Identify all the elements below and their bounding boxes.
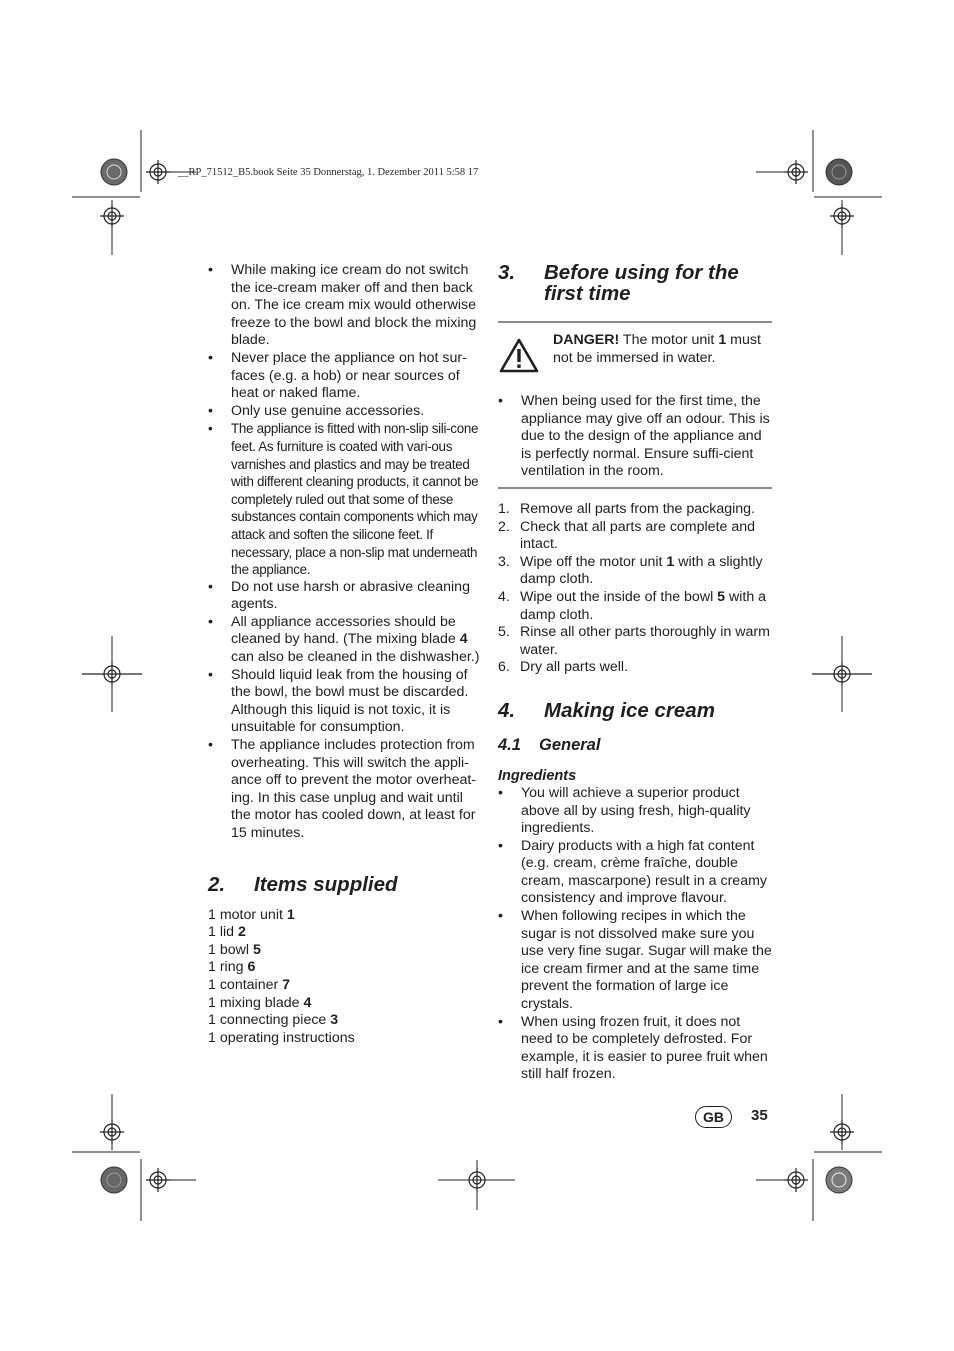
list-item [498,589,772,624]
step-ref: 1 [666,553,675,570]
safety-bullet-list [208,262,484,843]
list-item [208,1012,484,1030]
print-job-header: __RP_71512_B5.book Seite 35 Donnerstag, 1. Dezember 2011 5:58 17 [178,167,479,178]
section-heading-making-ice-cream [498,700,772,721]
list-item [498,554,772,589]
list-item: • The appliance is fitted with non-slip sili-cone feet. As furniture is coated with vari-ous varnishes and plastics and may be treated with different cleaning products, it cannot be completely ruled out that some of these substances contain components which may attack and soften the silicone feet. If necessary, place a non-slip mat underneath the appliance. [208,420,484,578]
step-text: with a damp cloth. [520,588,767,623]
item-text: 1 bowl [208,941,253,958]
list-item: • You will achieve a superior product above all by using fresh, high-quality ingredients. [498,785,772,838]
item-ref: 1 [286,906,295,923]
item-ref: 7 [282,976,291,993]
section-title: Items supplied [254,872,398,896]
danger-notice-box [498,321,772,489]
item-text: 1 operating instructions [208,1029,355,1046]
step-number: 3. [498,553,510,570]
language-badge: GB [695,1106,732,1128]
list-item [208,924,484,942]
ingredients-bullet-list [498,785,772,1084]
section-title [544,262,739,304]
right-column [498,262,772,1084]
warning-triangle-icon [499,338,539,374]
section-title-line: first time [544,282,631,305]
item-text: 1 mixing blade [208,994,304,1011]
list-item: • Should liquid leak from the housing of the bowl, the bowl must be discarded. Although this liquid is not toxic, it is unsuitable for consumption. [208,667,484,737]
list-item [208,614,484,667]
list-item [208,942,484,960]
list-item: • Never place the appliance on hot sur-faces (e.g. a hob) or near sources of heat or naked flame. [208,350,484,403]
item-ref: 2 [237,924,246,941]
step-number: 1. [498,500,510,517]
list-item: • Dairy products with a high fat content (e.g. cream, crème fraîche, double cream, mascarpone) result in a creamy consistency and improve flavour. [498,838,772,908]
first-use-steps [498,501,772,677]
item-ref: 4 [303,994,312,1011]
item-ref: 5 [252,941,261,958]
list-item: • The appliance includes protection from overheating. This will switch the appli-ance off to prevent the motor overheat-ing. In this case unplug and wait until the motor has cooled down, at least for 15 minutes. [208,737,484,843]
list-item [498,659,772,677]
section-title-line: Before using for the [544,261,739,284]
step-text: Check that all parts are complete and intact. [520,518,756,553]
list-item: • Only use genuine accessories. [208,403,484,421]
list-item [208,977,484,995]
list-item: • When being used for the first time, the appliance may give off an odour. This is due to the design of the appliance and is perfectly normal. Ensure suffi-cient ventilation in the room. [498,393,772,481]
list-item: • While making ice cream do not switch the ice-cream maker off and then back on. The ice cream mix would otherwise freeze to the bowl and block the mixing blade. [208,262,484,350]
list-item [498,519,772,554]
list-item: • When following recipes in which the sugar is not dissolved make sure you use very fine sugar. Sugar will make the ice cream firmer and at the same time prevent the formation of large ice crystals. [498,908,772,1014]
danger-text-part: must not be immersed in water. [553,332,761,366]
step-number: 4. [498,588,510,605]
step-text: Remove all parts from the packaging. [520,500,755,517]
section-number: 2. [208,872,226,896]
ingredients-heading: Ingredients [498,767,577,784]
item-ref: 3 [330,1012,339,1029]
item-text: 1 lid [208,924,238,941]
step-ref: 5 [717,588,726,605]
item-text: 1 connecting piece [208,1012,331,1029]
danger-text-part: The motor unit [619,332,719,348]
items-supplied-list [208,907,484,1048]
step-text: Wipe off the motor unit [520,553,667,570]
section-title: Making ice cream [544,698,715,722]
subsection-number: 4.1 [498,735,521,754]
list-item [208,907,484,925]
left-column [208,262,484,1047]
danger-label: DANGER! [553,332,620,348]
danger-notice [498,332,772,374]
list-item [498,501,772,519]
first-use-note-list [498,393,772,481]
item-text: 1 motor unit [208,906,287,923]
section-heading-before-first-use [498,262,772,304]
list-item [208,995,484,1013]
danger-text [553,332,772,367]
step-number: 2. [498,518,510,535]
danger-ref: 1 [718,332,727,348]
step-text: Dry all parts well. [520,659,629,676]
page-number: 35 [751,1107,768,1124]
list-item [208,1030,484,1048]
item-ref: 6 [247,959,256,976]
list-item [498,624,772,659]
subsection-heading-general [498,735,772,755]
list-item-text: All appliance accessories should be cleaned by hand. (The mixing blade 4 can also be cleaned in the dishwasher.) [231,613,480,666]
list-item [208,959,484,977]
section-number: 3. [498,261,516,284]
step-text: Rinse all other parts thoroughly in warm water. [520,624,770,658]
section-number: 4. [498,698,516,722]
step-number: 6. [498,659,510,676]
section-heading-items-supplied [208,874,484,895]
step-text: Wipe out the inside of the bowl [520,588,718,605]
item-text: 1 container [208,976,283,993]
step-text: with a slightly damp cloth. [520,553,763,588]
list-item: • When using frozen fruit, it does not need to be completely defrosted. For example, it is easier to puree fruit when still half frozen. [498,1014,772,1084]
step-number: 5. [498,624,510,641]
list-item: • Do not use harsh or abrasive cleaning agents. [208,579,484,614]
item-text: 1 ring [208,959,248,976]
subsection-title: General [539,735,601,754]
